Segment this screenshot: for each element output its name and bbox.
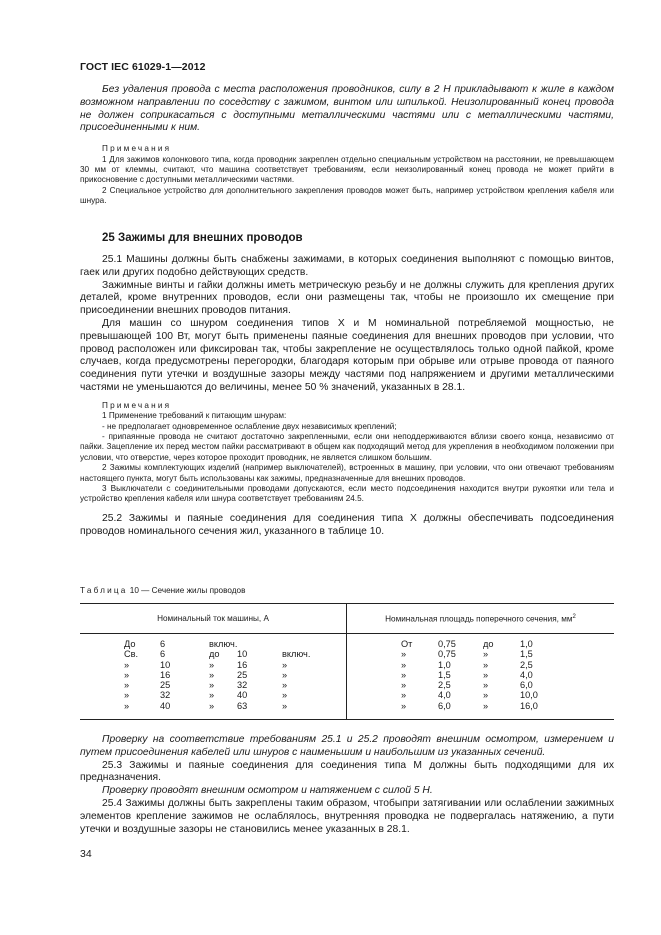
paragraph-25-1: 25.1 Машины должны быть снабжены зажимами, в которых соединения выполняют с помощью винтов, гаек или других подобно действующих средств. xyxy=(80,254,614,278)
section-cell: 1,0 xyxy=(520,639,533,649)
section-cell: » xyxy=(401,690,407,701)
section-cell: » xyxy=(483,700,489,711)
section-cell: » xyxy=(401,700,407,711)
current-cell xyxy=(237,639,282,649)
current-cell: » xyxy=(124,659,130,670)
section-cell: до xyxy=(483,639,494,649)
current-cell: » xyxy=(282,690,288,701)
section-cell: 1,0 xyxy=(438,659,451,670)
section-values xyxy=(401,639,614,711)
section-cell: 0,75 xyxy=(438,649,456,660)
current-cell: 25 xyxy=(160,680,171,691)
section-cell: » xyxy=(483,690,489,701)
note-2-2: 2 Зажимы комплектующих изделий (например выключателей), встроенных в машину, при условии, что они отвечают требованиям настоящего пункта, могут быть использованы как зажимы, предназначенные для внешних проводов. xyxy=(80,463,614,483)
current-cell: 32 xyxy=(160,690,171,701)
current-cell: 6 xyxy=(160,649,166,660)
current-cell: 10 xyxy=(237,649,248,660)
note-2-1: 1 Применение требований к питающим шнурам: xyxy=(102,411,287,421)
current-cell: 40 xyxy=(237,690,248,701)
current-cell: 16 xyxy=(160,669,171,680)
current-values xyxy=(124,639,346,711)
current-cell: 6 xyxy=(160,639,166,649)
check-paragraph-1: Проверку на соответствие требованиям 25.1 и 25.2 проводят внешним осмотром, измерением и путем присоединения кабелей или шнуров с наименьшим и наибольшим из указанных сечений. xyxy=(80,734,614,758)
section-cell: 16,0 xyxy=(520,700,538,711)
current-cell: » xyxy=(209,690,215,701)
current-cell: до xyxy=(209,649,220,660)
section-cell: » xyxy=(483,649,489,660)
caption-rest: 10 — Сечение жилы проводов xyxy=(129,586,246,595)
section-cell: 1,5 xyxy=(520,649,533,660)
notes-title: Примечания xyxy=(102,144,172,154)
section-25 xyxy=(80,232,614,538)
note-1: 1 Для зажимов колонкового типа, когда проводник закреплен отдельно специальным устройством на расстоянии, не превышающем 30 мм от клеммы, считают, что машина соответствует требованиям, если неизолированный конец провода не может прийти в прикосновение с доступными металлическими частями. xyxy=(80,154,614,185)
section-cell: 2,5 xyxy=(438,680,451,691)
current-cell: Св. xyxy=(124,649,139,660)
current-cell: 16 xyxy=(237,659,248,670)
current-cell: » xyxy=(282,669,288,680)
check-paragraph-2: Проверку проводят внешним осмотром и натяжением с силой 5 Н. xyxy=(102,785,433,797)
current-cell: » xyxy=(282,680,288,691)
section-cell: » xyxy=(483,659,489,670)
table-10 xyxy=(80,603,614,720)
paragraph-25-4: 25.4 Зажимы должны быть закреплены таким образом, чтобыпри затягивании или ослаблении зажимных элементов крепление зажимов не ослаблялось, внутренняя проводка не подвергалась натяжению, а пути утечки и воздушные зазоры не становились менее указанных в 28.1. xyxy=(80,797,614,835)
document-header: ГОСТ IEC 61029-1—2012 xyxy=(80,61,206,73)
current-cell: включ. xyxy=(282,649,311,660)
section-cell: 0,75 xyxy=(438,639,456,649)
current-cell: 10 xyxy=(160,659,171,670)
bottom-block xyxy=(80,734,614,836)
current-cell: 40 xyxy=(160,700,171,711)
current-cell: » xyxy=(209,659,215,670)
section-cell: 1,5 xyxy=(438,669,451,680)
page-number: 34 xyxy=(80,848,92,860)
table-10-caption xyxy=(80,586,614,596)
section-cell: 6,0 xyxy=(438,700,451,711)
paragraph-machines: Для машин со шнуром соединения типов X и M номинальной потребляемой мощностью, не превышающей 100 Вт, могут быть применены паяные соединения для внешних проводов при условии, что провод расположен или фиксирован так, чтобы закрепление не осуществлялось только одной пайкой, кроме случаев, когда предусмотрены перегородки, благодаря которым при обрыве или отрыве провода от паяного соединения пути утечки и воздушные зазоры между частями под напряжением и другими металлическими частями не уменьшаются до величины, менее 50 % значений, указанных в 28.1. xyxy=(80,317,614,393)
current-cell: » xyxy=(282,659,288,670)
current-cell: До xyxy=(124,639,136,649)
current-cell: 25 xyxy=(237,669,248,680)
current-cell: 63 xyxy=(237,700,248,711)
current-cell: » xyxy=(124,680,130,691)
section-cell: 6,0 xyxy=(520,680,533,691)
table-header-current: Номинальный ток машины, А xyxy=(80,604,347,634)
section-cell: 4,0 xyxy=(438,690,451,701)
current-cell: » xyxy=(282,700,288,711)
current-cell: » xyxy=(124,690,130,701)
notes-title-2: Примечания xyxy=(102,400,172,410)
section-cell: » xyxy=(401,649,407,660)
note-2: 2 Специальное устройство для дополнительного закрепления проводов может быть, например устройством крепления кабеля или шнура. xyxy=(80,185,614,206)
section-cell: » xyxy=(401,659,407,670)
section-heading: 25 Зажимы для внешних проводов xyxy=(102,232,303,244)
caption-word: Таблица xyxy=(80,586,128,595)
current-cell: » xyxy=(209,680,215,691)
italic-paragraph: Без удаления провода с места расположения проводников, силу в 2 Н прикладывают к жиле в каждом возможном направлении по соседству с зажимом, винтом или шпилькой. Неизолированный конец провода не должен соприкасаться с доступными металлическими частями или с металлическими частями, присоединенными к ним. xyxy=(80,84,614,134)
note-2-1a: - не предполагает одновременное ослабление двух независимых креплений; xyxy=(102,421,397,431)
paragraph-25-3: 25.3 Зажимы и паяные соединения для соединения типа M должны быть подходящими для их предназначения. xyxy=(80,759,614,784)
current-cell: » xyxy=(124,669,130,680)
section-cell: 2,5 xyxy=(520,659,533,670)
section-cell: От xyxy=(401,639,413,649)
paragraph-25-2: 25.2 Зажимы и паяные соединения для соединения типа X должны обеспечивать подсоединения проводов номинального сечения жил, указанного в таблице 10. xyxy=(80,512,614,537)
current-cell: » xyxy=(124,700,130,711)
top-block xyxy=(80,84,614,207)
current-cell: включ. xyxy=(209,639,238,649)
current-cell: » xyxy=(209,669,215,680)
current-cell: 32 xyxy=(237,680,248,691)
current-cell: » xyxy=(209,700,215,711)
note-2-1b: - припаянные провода не считают достаточно закрепленными, если они неподдерживаются вблизи своего конца, независимо от пайки. Зацепление их перед местом пайки рассматривают в общем как подходящий метод для укрепления в необходимом положении при условии, что отверстие, через которое проходит проводник, не является слишком большим. xyxy=(80,431,614,462)
table-header-section: Номинальная площадь поперечного сечения, $мм^2$ xyxy=(347,604,615,634)
paragraph-screws: Зажимные винты и гайки должны иметь метрическую резьбу и не должны служить для крепления других деталей, кроме внутренних проводов, если они размещены так, чтобы не произошло их смещение при присоединении внешних проводов питания. xyxy=(80,279,614,317)
section-cell: » xyxy=(401,669,407,680)
section-cell: » xyxy=(483,669,489,680)
section-cell: » xyxy=(401,680,407,691)
note-2-3: 3 Выключатели с соединительными проводами допускаются, если место подсоединения находится внутри рукоятки или тела и устройство крепления кабеля или шнура соответствует требованиям 24.5. xyxy=(80,484,614,504)
section-cell: » xyxy=(483,680,489,691)
section-cell: 10,0 xyxy=(520,690,538,701)
current-cell xyxy=(282,639,322,649)
section-cell: 4,0 xyxy=(520,669,533,680)
